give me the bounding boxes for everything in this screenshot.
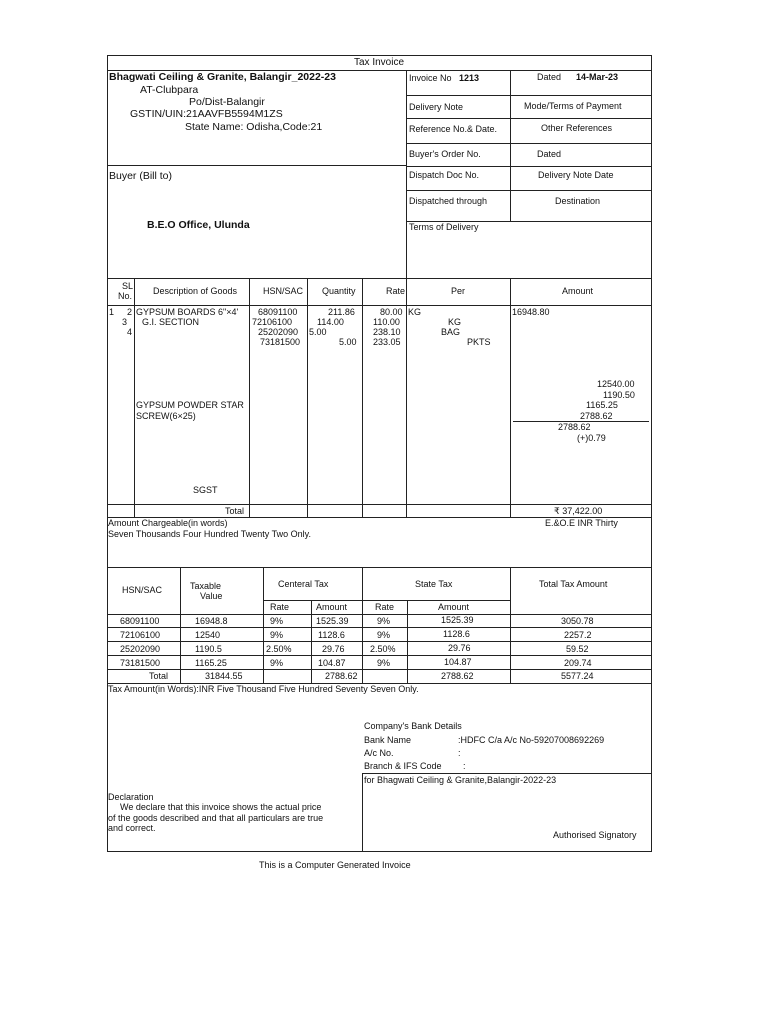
item-description: GYPSUM POWDER STAR	[136, 400, 244, 410]
divider	[107, 567, 651, 568]
tax-row-state-rate: 9%	[377, 616, 391, 626]
branch-ifs-label: Branch & IFS Code	[364, 761, 442, 771]
border	[107, 55, 108, 852]
divider	[107, 641, 651, 642]
account-no-label: A/c No.	[364, 748, 394, 758]
dated-label: Dated	[537, 72, 562, 82]
item-unit: PKTS	[467, 337, 491, 347]
tax-col-state: State Tax	[415, 579, 453, 589]
sgst-label: SGST	[193, 485, 218, 495]
col-hsn: HSN/SAC	[263, 286, 304, 296]
col-description: Description of Goods	[153, 286, 238, 296]
round-off: (+)0.79	[577, 433, 606, 443]
tax-row-taxable: 16948.8	[195, 616, 228, 626]
item-description: SCREW(6×25)	[136, 411, 196, 421]
reference-label: Reference No.& Date.	[409, 124, 498, 134]
item-unit: KG	[408, 307, 422, 317]
tax-row-hsn: 73181500	[120, 658, 161, 668]
account-no-value: :	[458, 748, 461, 758]
col-no: No.	[118, 291, 133, 301]
tax-col-taxable: Taxable	[190, 581, 222, 591]
divider	[134, 278, 135, 517]
sl-number: 4	[127, 327, 133, 337]
buyer-name: B.E.O Office, Ulunda	[147, 219, 250, 231]
border	[107, 851, 652, 852]
order-dated-label: Dated	[537, 149, 562, 159]
seller-state: State Name: Odisha,Code:21	[185, 121, 323, 133]
tax-total-central: 2788.62	[325, 671, 358, 681]
for-company: for Bhagwati Ceiling & Granite,Balangir-2022-23	[364, 775, 557, 785]
divider	[249, 278, 250, 517]
tax-row-central-amount: 29.76	[322, 644, 345, 654]
destination-label: Destination	[555, 196, 601, 206]
item-amount: 2788.62	[558, 422, 591, 432]
item-quantity: 114.00	[317, 317, 344, 327]
delivery-note-label: Delivery Note	[409, 102, 464, 112]
divider	[406, 166, 651, 167]
tax-row-total: 209.74	[564, 658, 592, 668]
col-rate: Rate	[386, 286, 406, 296]
tax-row-taxable: 1190.5	[195, 644, 222, 654]
tax-row-total: 59.52	[566, 644, 589, 654]
sl-number: 2	[127, 307, 133, 317]
item-amount: 16948.80	[512, 307, 550, 317]
divider	[510, 567, 511, 683]
tax-col-central: Centeral Tax	[278, 579, 329, 589]
divider	[362, 773, 651, 774]
seller-city: Po/Dist-Balangir	[189, 96, 265, 108]
col-quantity: Quantity	[322, 286, 356, 296]
item-quantity: 5.00	[309, 327, 327, 337]
divider	[362, 278, 363, 517]
tax-col-value: Value	[200, 591, 223, 601]
total-amount: ₹ 37,422.00	[554, 506, 603, 516]
divider	[510, 278, 511, 517]
border	[651, 55, 652, 852]
divider	[107, 305, 651, 306]
item-rate: 110.00	[373, 317, 400, 327]
tax-row-state-rate: 9%	[377, 630, 391, 640]
border	[107, 55, 651, 56]
divider	[311, 600, 312, 683]
bank-heading: Company's Bank Details	[364, 721, 462, 731]
tax-row-central-rate: 2.50%	[266, 644, 292, 654]
divider	[406, 95, 651, 96]
tax-total-label: Total	[149, 671, 169, 681]
divider	[107, 614, 651, 615]
item-hsn: 72106100	[252, 317, 293, 327]
central-rate-header: Rate	[270, 602, 290, 612]
invoice-no-label: Invoice No	[409, 73, 452, 83]
item-amount: 1190.50	[603, 390, 635, 400]
tax-row-total: 2257.2	[564, 630, 592, 640]
divider	[107, 669, 651, 670]
divider	[107, 655, 651, 656]
tax-row-state-rate: 2.50%	[370, 644, 396, 654]
item-amount: 1165.25	[586, 400, 618, 410]
amount-in-words: Seven Thousands Four Hundred Twenty Two Only.	[108, 529, 311, 539]
seller-address: AT-Clubpara	[140, 84, 199, 96]
divider	[107, 504, 651, 505]
tax-row-hsn: 72106100	[120, 630, 161, 640]
buyer-label: Buyer (Bill to)	[109, 170, 173, 182]
invoice-title: Tax Invoice	[353, 57, 405, 68]
branch-ifs-value: :	[463, 761, 466, 771]
tax-col-total: Total Tax Amount	[539, 579, 608, 589]
delivery-note-date-label: Delivery Note Date	[538, 170, 614, 180]
tax-row-state-rate: 9%	[377, 658, 391, 668]
seller-name: Bhagwati Ceiling & Granite, Balangir_2022-23	[109, 71, 336, 83]
divider	[406, 70, 407, 278]
other-references-label: Other References	[541, 123, 613, 133]
total-label: Total	[225, 506, 245, 516]
buyers-order-label: Buyer's Order No.	[409, 149, 481, 159]
tax-total-amount: 5577.24	[561, 671, 594, 681]
seller-gstin: GSTIN/UIN:21AAVFB5594M1ZS	[130, 108, 283, 120]
amount-words-label: Amount Chargeable(in words)	[108, 518, 228, 528]
tax-row-central-amount: 1128.6	[318, 630, 345, 640]
divider	[263, 567, 264, 683]
item-hsn: 73181500	[260, 337, 301, 347]
item-hsn: 68091100	[258, 307, 298, 317]
divider	[107, 165, 406, 166]
invoice-date: 14-Mar-23	[576, 72, 619, 82]
tax-row-central-rate: 9%	[270, 658, 284, 668]
tax-row-total: 3050.78	[561, 616, 594, 626]
divider	[362, 773, 363, 851]
bank-name-value: :HDFC C/a A/c No-59207008692269	[458, 735, 605, 745]
divider	[406, 190, 651, 191]
item-hsn: 25202090	[258, 327, 299, 337]
item-amount: 12540.00	[597, 379, 635, 389]
divider	[407, 600, 408, 683]
divider	[362, 567, 363, 683]
item-rate: 80.00	[380, 307, 403, 317]
terms-of-delivery-label: Terms of Delivery	[409, 222, 479, 232]
item-rate: 233.05	[373, 337, 401, 347]
tax-row-taxable: 12540	[195, 630, 221, 640]
state-amount-header: Amount	[438, 602, 470, 612]
tax-row-state-amount: 1525.39	[441, 615, 474, 625]
divider	[406, 143, 651, 144]
item-unit: KG	[448, 317, 462, 327]
divider	[307, 278, 308, 517]
item-amount: 2788.62	[580, 411, 613, 421]
tax-row-taxable: 1165.25	[195, 658, 227, 668]
tax-row-state-amount: 104.87	[444, 657, 472, 667]
tax-row-central-amount: 1525.39	[316, 616, 349, 626]
tax-total-taxable: 31844.55	[205, 671, 243, 681]
declaration-title: Declaration	[108, 792, 154, 802]
footer-note: This is a Computer Generated Invoice	[259, 860, 411, 870]
col-sl: SL	[122, 281, 134, 291]
col-per: Per	[451, 286, 466, 296]
bank-name-label: Bank Name	[364, 735, 412, 745]
divider	[107, 627, 651, 628]
tax-row-central-amount: 104.87	[318, 658, 346, 668]
tax-row-hsn: 25202090	[120, 644, 161, 654]
sl-number: 3	[122, 317, 128, 327]
col-amount: Amount	[562, 286, 594, 296]
tax-row-state-amount: 1128.6	[443, 629, 470, 639]
authorised-signatory: Authorised Signatory	[553, 830, 637, 840]
declaration-text: We declare that this invoice shows the actual price	[120, 802, 322, 812]
invoice-no: 1213	[459, 73, 480, 83]
item-description: G.I. SECTION	[142, 317, 200, 327]
item-description: GYPSUM BOARDS 6"×4'	[136, 307, 239, 317]
declaration-text: and correct.	[108, 823, 156, 833]
state-rate-header: Rate	[375, 602, 395, 612]
divider	[263, 600, 511, 601]
tax-row-central-rate: 9%	[270, 616, 284, 626]
divider	[180, 567, 181, 683]
item-quantity: 5.00	[339, 337, 357, 347]
tax-row-central-rate: 9%	[270, 630, 284, 640]
divider	[107, 278, 651, 279]
tax-row-hsn: 68091100	[120, 616, 160, 626]
tax-total-state: 2788.62	[441, 671, 474, 681]
central-amount-header: Amount	[316, 602, 348, 612]
dispatched-through-label: Dispatched through	[409, 196, 488, 206]
tax-row-state-amount: 29.76	[448, 643, 471, 653]
declaration-text: of the goods described and that all particulars are true	[108, 813, 324, 823]
sl-number: 1	[109, 307, 115, 317]
eoe-note: E.&O.E INR Thirty	[545, 518, 618, 528]
divider	[510, 70, 511, 221]
item-quantity: 211.86	[328, 307, 355, 317]
dispatch-doc-label: Dispatch Doc No.	[409, 170, 480, 180]
divider	[406, 278, 407, 517]
item-rate: 238.10	[373, 327, 401, 337]
divider	[406, 118, 651, 119]
mode-terms-label: Mode/Terms of Payment	[524, 101, 622, 111]
tax-col-hsn: HSN/SAC	[122, 585, 163, 595]
tax-in-words: Tax Amount(in Words):INR Five Thousand Five Hundred Seventy Seven Only.	[108, 684, 419, 694]
item-unit: BAG	[441, 327, 461, 337]
